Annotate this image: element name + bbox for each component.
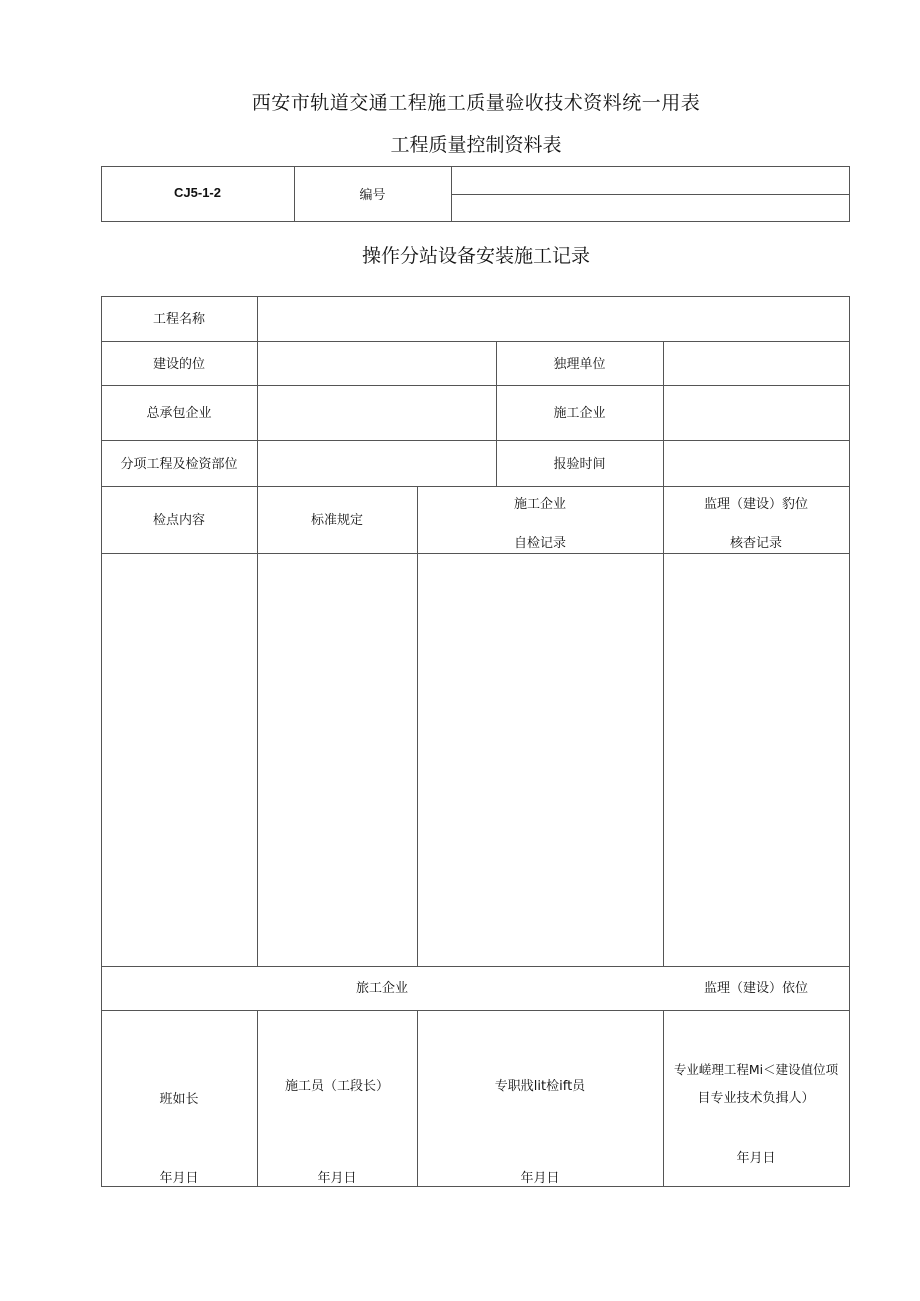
engineer-date: 年月日	[736, 1151, 776, 1166]
inspection-content-header: 检点内容	[152, 512, 205, 528]
supervision-unit-sign-header: 监理（建设）依位	[703, 981, 808, 997]
number-input-2[interactable]	[452, 195, 849, 221]
team-leader-label: 班如长	[159, 1092, 199, 1107]
general-contractor-field[interactable]	[258, 386, 496, 440]
form-code: CJ5-1-2	[174, 185, 221, 201]
number-input-1[interactable]	[452, 167, 849, 194]
sub-project-label: 分项工程及检资部位	[120, 456, 238, 472]
construction-company-label: 施工企业	[553, 405, 606, 421]
verify-header-line1: 监理（建设）豹位	[703, 497, 808, 512]
engineer-label-line1: 专业嵯理工程Mi＜建设值位项	[673, 1062, 839, 1077]
builder-label: 建设的位	[152, 356, 205, 372]
team-leader-date: 年月日	[159, 1171, 199, 1186]
form-title: 操作分站设备安装施工记录	[361, 245, 590, 267]
sub-project-field[interactable]	[258, 441, 496, 486]
constructor-label: 施工员（工段长）	[284, 1079, 389, 1094]
report-time-label: 报验时间	[553, 456, 606, 472]
verify-field[interactable]	[664, 554, 849, 966]
supervisor-label: 独理单位	[553, 356, 606, 372]
verify-header-line2: 核杳记录	[729, 536, 782, 551]
engineer-label-line2: 目专业技术负揖人）	[697, 1091, 815, 1106]
self-check-field[interactable]	[418, 554, 663, 966]
standard-field[interactable]	[258, 554, 417, 966]
document-title: 西安市轨道交通工程施工质量验收技术资料统一用表	[251, 92, 701, 114]
quality-inspector-date: 年月日	[520, 1171, 560, 1186]
inspection-content-field[interactable]	[102, 554, 257, 966]
constructor-date: 年月日	[317, 1171, 357, 1186]
document-subtitle: 工程质量控制资料表	[390, 134, 562, 156]
general-contractor-label: 总承包企业	[146, 405, 212, 421]
supervisor-field[interactable]	[664, 342, 849, 385]
project-name-field[interactable]	[258, 297, 849, 341]
builder-field[interactable]	[258, 342, 496, 385]
standard-header: 标准规定	[310, 512, 363, 528]
number-label: 编号	[359, 187, 386, 203]
report-time-field[interactable]	[664, 441, 849, 486]
construction-company-field[interactable]	[664, 386, 849, 440]
self-check-header-line2: 自检记录	[513, 536, 566, 551]
project-name-label: 工程名称	[152, 311, 205, 327]
construction-company-sign-header: 旅工企业	[355, 981, 408, 997]
quality-inspector-label: 专职戕lit检ift员	[494, 1079, 586, 1094]
self-check-header-line1: 施工企业	[513, 497, 566, 512]
